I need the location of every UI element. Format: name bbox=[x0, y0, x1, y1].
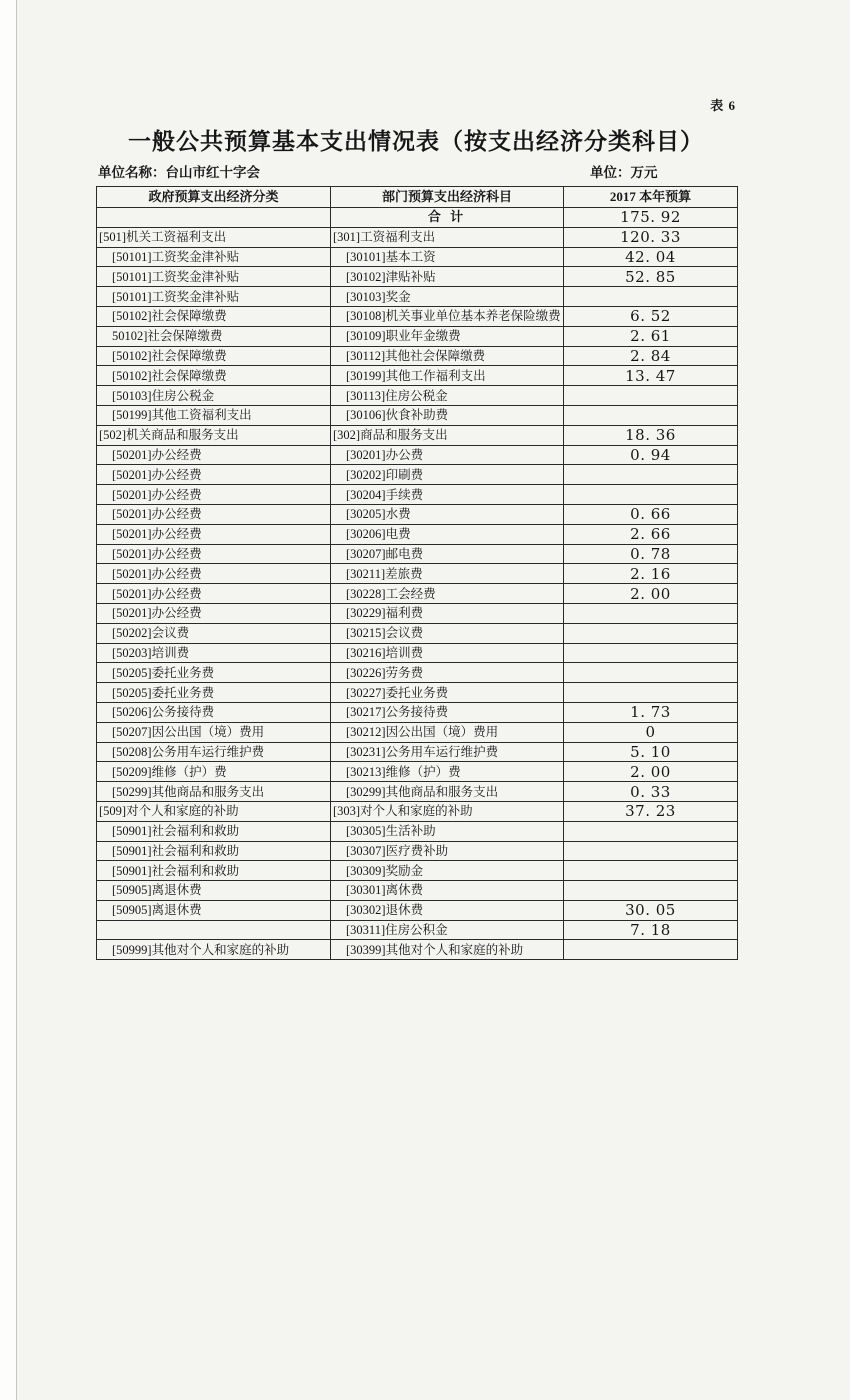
table-row bbox=[97, 900, 738, 920]
amount-cell bbox=[564, 405, 738, 425]
table-row bbox=[97, 841, 738, 861]
gov-class-cell: [50102]社会保障缴费 bbox=[97, 366, 331, 386]
gov-class-cell: [50101]工资奖金津补贴 bbox=[97, 287, 331, 307]
table-row bbox=[97, 386, 738, 406]
gov-class-cell: [50205]委托业务费 bbox=[97, 683, 331, 703]
dept-subject-cell: [30204]手续费 bbox=[331, 485, 564, 505]
dept-subject-cell: 合 计 bbox=[331, 208, 564, 228]
amount-cell bbox=[564, 386, 738, 406]
gov-class-cell: [50207]因公出国（境）费用 bbox=[97, 722, 331, 742]
amount-cell: 0. 94 bbox=[564, 445, 738, 465]
amount-cell: 0. 66 bbox=[564, 504, 738, 524]
dept-subject-cell: [30309]奖励金 bbox=[331, 861, 564, 881]
gov-class-cell: [50201]办公经费 bbox=[97, 445, 331, 465]
dept-subject-cell: [30228]工会经费 bbox=[331, 584, 564, 604]
dept-subject-cell: [30231]公务用车运行维护费 bbox=[331, 742, 564, 762]
gov-class-cell: [50205]委托业务费 bbox=[97, 663, 331, 683]
amount-cell: 1. 73 bbox=[564, 702, 738, 722]
amount-cell bbox=[564, 603, 738, 623]
gov-class-cell: [50999]其他对个人和家庭的补助 bbox=[97, 940, 331, 960]
gov-class-cell: [50201]办公经费 bbox=[97, 465, 331, 485]
gov-class-cell: [50201]办公经费 bbox=[97, 485, 331, 505]
amount-cell bbox=[564, 841, 738, 861]
table-row bbox=[97, 881, 738, 901]
amount-cell: 2. 84 bbox=[564, 346, 738, 366]
dept-subject-cell: [30112]其他社会保障缴费 bbox=[331, 346, 564, 366]
gov-class-cell: [50101]工资奖金津补贴 bbox=[97, 247, 331, 267]
dept-subject-cell: [30108]机关事业单位基本养老保险缴费 bbox=[331, 306, 564, 326]
dept-subject-cell: [30103]奖金 bbox=[331, 287, 564, 307]
dept-subject-cell: [30229]福利费 bbox=[331, 603, 564, 623]
table-row bbox=[97, 504, 738, 524]
table-row bbox=[97, 366, 738, 386]
dept-subject-cell: [30299]其他商品和服务支出 bbox=[331, 782, 564, 802]
dept-subject-cell: [30302]退休费 bbox=[331, 900, 564, 920]
dept-subject-cell: [30301]离休费 bbox=[331, 881, 564, 901]
amount-cell: 120. 33 bbox=[564, 227, 738, 247]
amount-cell bbox=[564, 465, 738, 485]
table-row bbox=[97, 722, 738, 742]
dept-subject-cell: [30212]因公出国（境）费用 bbox=[331, 722, 564, 742]
gov-class-cell: 50102]社会保障缴费 bbox=[97, 326, 331, 346]
dept-subject-cell: [30215]会议费 bbox=[331, 623, 564, 643]
gov-class-cell: [50901]社会福利和救助 bbox=[97, 861, 331, 881]
page-title: 一般公共预算基本支出情况表（按支出经济分类科目） bbox=[128, 129, 704, 154]
table-row bbox=[97, 425, 738, 445]
table-row bbox=[97, 861, 738, 881]
dept-subject-cell: [30307]医疗费补助 bbox=[331, 841, 564, 861]
dept-subject-cell: [30206]电费 bbox=[331, 524, 564, 544]
table-row bbox=[97, 584, 738, 604]
table-row bbox=[97, 564, 738, 584]
table-row bbox=[97, 623, 738, 643]
amount-cell bbox=[564, 861, 738, 881]
dept-subject-cell: [30213]维修（护）费 bbox=[331, 762, 564, 782]
gov-class-cell: [50905]离退休费 bbox=[97, 881, 331, 901]
amount-cell: 30. 05 bbox=[564, 900, 738, 920]
amount-cell: 13. 47 bbox=[564, 366, 738, 386]
amount-cell bbox=[564, 663, 738, 683]
amount-cell bbox=[564, 643, 738, 663]
table-row bbox=[97, 544, 738, 564]
amount-cell: 18. 36 bbox=[564, 425, 738, 445]
table-row bbox=[97, 485, 738, 505]
budget-table-head bbox=[97, 187, 738, 208]
table-row bbox=[97, 683, 738, 703]
dept-subject-cell: [30113]住房公税金 bbox=[331, 386, 564, 406]
gov-class-cell: [50103]住房公税金 bbox=[97, 386, 331, 406]
budget-table bbox=[96, 186, 738, 960]
amount-cell: 42. 04 bbox=[564, 247, 738, 267]
table-row bbox=[97, 643, 738, 663]
amount-cell: 37. 23 bbox=[564, 801, 738, 821]
amount-cell: 7. 18 bbox=[564, 920, 738, 940]
table-row bbox=[97, 267, 738, 287]
table-row bbox=[97, 742, 738, 762]
amount-cell: 0 bbox=[564, 722, 738, 742]
dept-subject-cell: [302]商品和服务支出 bbox=[331, 425, 564, 445]
gov-class-cell: [50206]公务接待费 bbox=[97, 702, 331, 722]
gov-class-cell: [50208]公务用车运行维护费 bbox=[97, 742, 331, 762]
amount-cell bbox=[564, 821, 738, 841]
gov-class-cell: [50201]办公经费 bbox=[97, 524, 331, 544]
gov-class-cell: [50202]会议费 bbox=[97, 623, 331, 643]
dept-subject-cell: [30399]其他对个人和家庭的补助 bbox=[331, 940, 564, 960]
column-header: 部门预算支出经济科目 bbox=[331, 187, 564, 208]
gov-class-cell bbox=[97, 208, 331, 228]
table-row bbox=[97, 405, 738, 425]
table-row bbox=[97, 346, 738, 366]
amount-cell: 52. 85 bbox=[564, 267, 738, 287]
gov-class-cell: [501]机关工资福利支出 bbox=[97, 227, 331, 247]
amount-cell: 2. 61 bbox=[564, 326, 738, 346]
amount-cell: 2. 00 bbox=[564, 762, 738, 782]
dept-subject-cell: [30311]住房公积金 bbox=[331, 920, 564, 940]
amount-cell bbox=[564, 940, 738, 960]
table-meta-row bbox=[96, 161, 736, 181]
table-row bbox=[97, 465, 738, 485]
gov-class-cell: [50102]社会保障缴费 bbox=[97, 346, 331, 366]
sheet-number: 表 6 bbox=[710, 98, 736, 113]
table-row bbox=[97, 445, 738, 465]
header-row bbox=[97, 187, 738, 208]
gov-class-cell: [502]机关商品和服务支出 bbox=[97, 425, 331, 445]
column-header: 2017 本年预算 bbox=[564, 187, 738, 208]
gov-class-cell: [50102]社会保障缴费 bbox=[97, 306, 331, 326]
dept-subject-cell: [30305]生活补助 bbox=[331, 821, 564, 841]
amount-cell: 2. 16 bbox=[564, 564, 738, 584]
amount-cell: 2. 66 bbox=[564, 524, 738, 544]
table-row bbox=[97, 326, 738, 346]
amount-cell bbox=[564, 287, 738, 307]
dept-subject-cell: [30101]基本工资 bbox=[331, 247, 564, 267]
table-row bbox=[97, 762, 738, 782]
dept-subject-cell: [30227]委托业务费 bbox=[331, 683, 564, 703]
gov-class-cell: [50201]办公经费 bbox=[97, 544, 331, 564]
dept-subject-cell: [30199]其他工作福利支出 bbox=[331, 366, 564, 386]
table-row bbox=[97, 821, 738, 841]
dept-subject-cell: [30217]公务接待费 bbox=[331, 702, 564, 722]
dept-subject-cell: [301]工资福利支出 bbox=[331, 227, 564, 247]
gov-class-cell: [50201]办公经费 bbox=[97, 504, 331, 524]
gov-class-cell: [50203]培训费 bbox=[97, 643, 331, 663]
amount-cell bbox=[564, 485, 738, 505]
gov-class-cell: [50905]离退休费 bbox=[97, 900, 331, 920]
unit-name: 单位名称：台山市红十字会 bbox=[98, 165, 260, 180]
dept-subject-cell: [30205]水费 bbox=[331, 504, 564, 524]
budget-table-body bbox=[97, 208, 738, 960]
table-row bbox=[97, 306, 738, 326]
dept-subject-cell: [30226]劳务费 bbox=[331, 663, 564, 683]
gov-class-cell: [50201]办公经费 bbox=[97, 603, 331, 623]
amount-cell: 2. 00 bbox=[564, 584, 738, 604]
amount-cell: 175. 92 bbox=[564, 208, 738, 228]
amount-cell: 5. 10 bbox=[564, 742, 738, 762]
table-row bbox=[97, 287, 738, 307]
table-row bbox=[97, 603, 738, 623]
amount-cell bbox=[564, 881, 738, 901]
gov-class-cell: [50209]维修（护）费 bbox=[97, 762, 331, 782]
dept-subject-cell: [30207]邮电费 bbox=[331, 544, 564, 564]
gov-class-cell: [50201]办公经费 bbox=[97, 564, 331, 584]
dept-subject-cell: [30201]办公费 bbox=[331, 445, 564, 465]
table-row bbox=[97, 663, 738, 683]
gov-class-cell: [50201]办公经费 bbox=[97, 584, 331, 604]
dept-subject-cell: [303]对个人和家庭的补助 bbox=[331, 801, 564, 821]
table-row bbox=[97, 920, 738, 940]
column-header: 政府预算支出经济分类 bbox=[97, 187, 331, 208]
table-row bbox=[97, 702, 738, 722]
gov-class-cell: [50901]社会福利和救助 bbox=[97, 841, 331, 861]
gov-class-cell: [50199]其他工资福利支出 bbox=[97, 405, 331, 425]
table-row bbox=[97, 782, 738, 802]
table-row bbox=[97, 247, 738, 267]
gov-class-cell: [50901]社会福利和救助 bbox=[97, 821, 331, 841]
unit-of-measure: 单位：万元 bbox=[590, 165, 658, 180]
dept-subject-cell: [30202]印刷费 bbox=[331, 465, 564, 485]
gov-class-cell bbox=[97, 920, 331, 940]
amount-cell: 0. 78 bbox=[564, 544, 738, 564]
table-row bbox=[97, 208, 738, 228]
gov-class-cell: [50299]其他商品和服务支出 bbox=[97, 782, 331, 802]
table-row bbox=[97, 940, 738, 960]
dept-subject-cell: [30211]差旅费 bbox=[331, 564, 564, 584]
gov-class-cell: [50101]工资奖金津补贴 bbox=[97, 267, 331, 287]
table-row bbox=[97, 227, 738, 247]
amount-cell: 6. 52 bbox=[564, 306, 738, 326]
dept-subject-cell: [30109]职业年金缴费 bbox=[331, 326, 564, 346]
gov-class-cell: [509]对个人和家庭的补助 bbox=[97, 801, 331, 821]
amount-cell bbox=[564, 623, 738, 643]
amount-cell bbox=[564, 683, 738, 703]
amount-cell: 0. 33 bbox=[564, 782, 738, 802]
dept-subject-cell: [30106]伙食补助费 bbox=[331, 405, 564, 425]
table-row bbox=[97, 801, 738, 821]
dept-subject-cell: [30216]培训费 bbox=[331, 643, 564, 663]
table-row bbox=[97, 524, 738, 544]
dept-subject-cell: [30102]津贴补贴 bbox=[331, 267, 564, 287]
